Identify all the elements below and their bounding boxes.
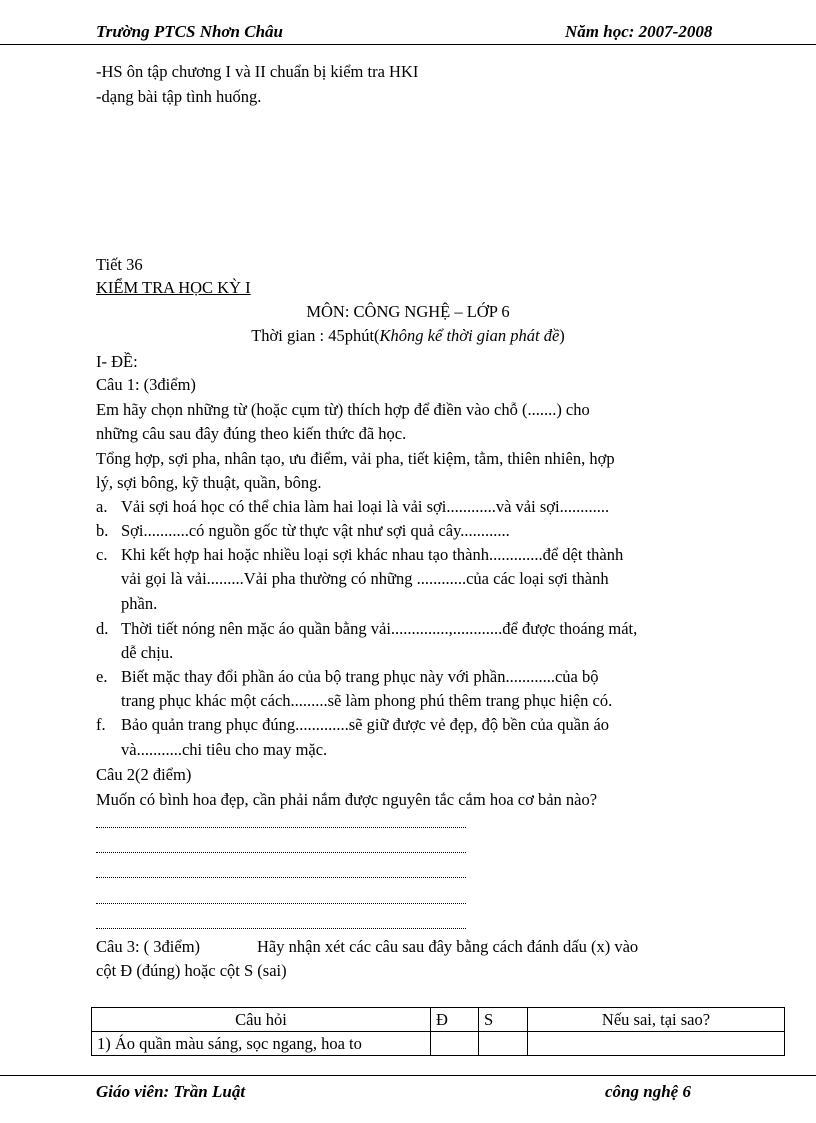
q1-item-f-line-1: Bảo quản trang phục đúng.............sẽ giữ được vẻ đẹp, độ bền của quần áo	[121, 715, 610, 734]
q1-item-marker: e.	[96, 667, 108, 686]
q1-item-c-line-1: Khi kết hợp hai hoặc nhiều loại sợi khác nhau tạo thành.............để dệt thành	[121, 545, 624, 564]
q1-item-marker: a.	[96, 497, 108, 516]
q1-words-2: lý, sợi bông, kỹ thuật, quần, bông.	[96, 473, 322, 492]
time-note: Không kể thời gian phát đề	[379, 326, 560, 345]
table-cell-true[interactable]	[431, 1032, 479, 1056]
col-header-question: Câu hỏi	[92, 1008, 431, 1032]
q1-prompt-1: Em hãy chọn những từ (hoặc cụm từ) thích hợp để điền vào chỗ (.......) cho	[96, 400, 590, 419]
col-header-reason: Nếu sai, tại sao?	[528, 1008, 785, 1032]
footer-teacher: Giáo viên: Trần Luật	[96, 1082, 246, 1101]
col-header-true: Đ	[431, 1008, 479, 1032]
intro-line-2: -dạng bài tập tình huống.	[96, 87, 262, 106]
q1-prompt-2: những câu sau đây đúng theo kiến thức đã học.	[96, 424, 407, 443]
table-row	[92, 1032, 785, 1056]
q1-item-marker: b.	[96, 521, 109, 540]
time-prefix: Thời gian : 45phút(	[251, 326, 380, 345]
q3-heading: Câu 3: ( 3điểm)	[96, 937, 201, 956]
q1-item-c-line-3: phần.	[121, 594, 158, 613]
q3-table	[91, 1007, 785, 1056]
subject-line: MÔN: CÔNG NGHỆ – LỚP 6	[306, 302, 510, 321]
intro-line-1: -HS ôn tập chương I và II chuẩn bị kiểm tra HKI	[96, 62, 419, 81]
exam-title: KIỂM TRA HỌC KỲ I	[96, 278, 251, 297]
q1-item-b-line-1: Sợi...........có nguồn gốc từ thực vật như sợi quả cây............	[121, 521, 510, 540]
q1-heading: Câu 1: (3điểm)	[96, 375, 196, 394]
time-line	[0, 326, 816, 346]
q3-prompt-a: Hãy nhận xét các câu sau đây bằng cách đánh dấu (x) vào	[257, 937, 639, 956]
q1-item-c-line-2: vải gọi là vải.........Vải pha thường có những ............của các loại sợi thành	[121, 569, 609, 588]
q2-prompt: Muốn có bình hoa đẹp, cần phải nắm được nguyên tắc cắm hoa cơ bản nào?	[96, 790, 598, 809]
header-year: Năm học: 2007-2008	[565, 22, 713, 41]
answer-line	[96, 852, 466, 853]
q1-words-1: Tổng hợp, sợi pha, nhân tạo, ưu điểm, vải pha, tiết kiệm, tằm, thiên nhiên, hợp	[96, 449, 615, 468]
section-heading: I- ĐỀ:	[96, 352, 138, 371]
q1-item-marker: c.	[96, 545, 108, 564]
table-header-row	[92, 1008, 785, 1032]
answer-line	[96, 928, 466, 929]
q1-item-d-line-2: dễ chịu.	[121, 643, 174, 662]
q2-heading: Câu 2(2 điểm)	[96, 765, 192, 784]
table-cell-question: 1) Áo quần màu sáng, sọc ngang, hoa to	[92, 1032, 431, 1056]
header-rule	[0, 44, 816, 45]
q1-item-marker: d.	[96, 619, 109, 638]
lesson-number: Tiết 36	[96, 255, 143, 274]
col-header-false: S	[479, 1008, 528, 1032]
footer-subject: công nghệ 6	[605, 1082, 691, 1101]
q1-item-marker: f.	[96, 715, 106, 734]
q1-item-d-line-1: Thời tiết nóng nên mặc áo quần bằng vải..............,............để được thoáng mát,	[121, 619, 638, 638]
q1-item-e-line-1: Biết mặc thay đổi phần áo của bộ trang phục này với phần............của bộ	[121, 667, 599, 686]
footer-rule	[0, 1075, 816, 1076]
q1-item-f-line-2: và...........chi tiêu cho may mặc.	[121, 740, 328, 759]
answer-line	[96, 903, 466, 904]
header-school: Trường PTCS Nhơn Châu	[96, 22, 283, 41]
answer-line	[96, 827, 466, 828]
q1-item-e-line-2: trang phục khác một cách.........sẽ làm phong phú thêm trang phục hiện có.	[121, 691, 613, 710]
answer-line	[96, 877, 466, 878]
q3-prompt-b: cột Đ (đúng) hoặc cột S (sai)	[96, 961, 287, 980]
table-cell-false[interactable]	[479, 1032, 528, 1056]
time-suffix: )	[559, 326, 565, 345]
table-cell-reason[interactable]	[528, 1032, 785, 1056]
q1-item-a-line-1: Vải sợi hoá học có thể chia làm hai loại là vải sợi............và vải sợi............	[121, 497, 610, 516]
